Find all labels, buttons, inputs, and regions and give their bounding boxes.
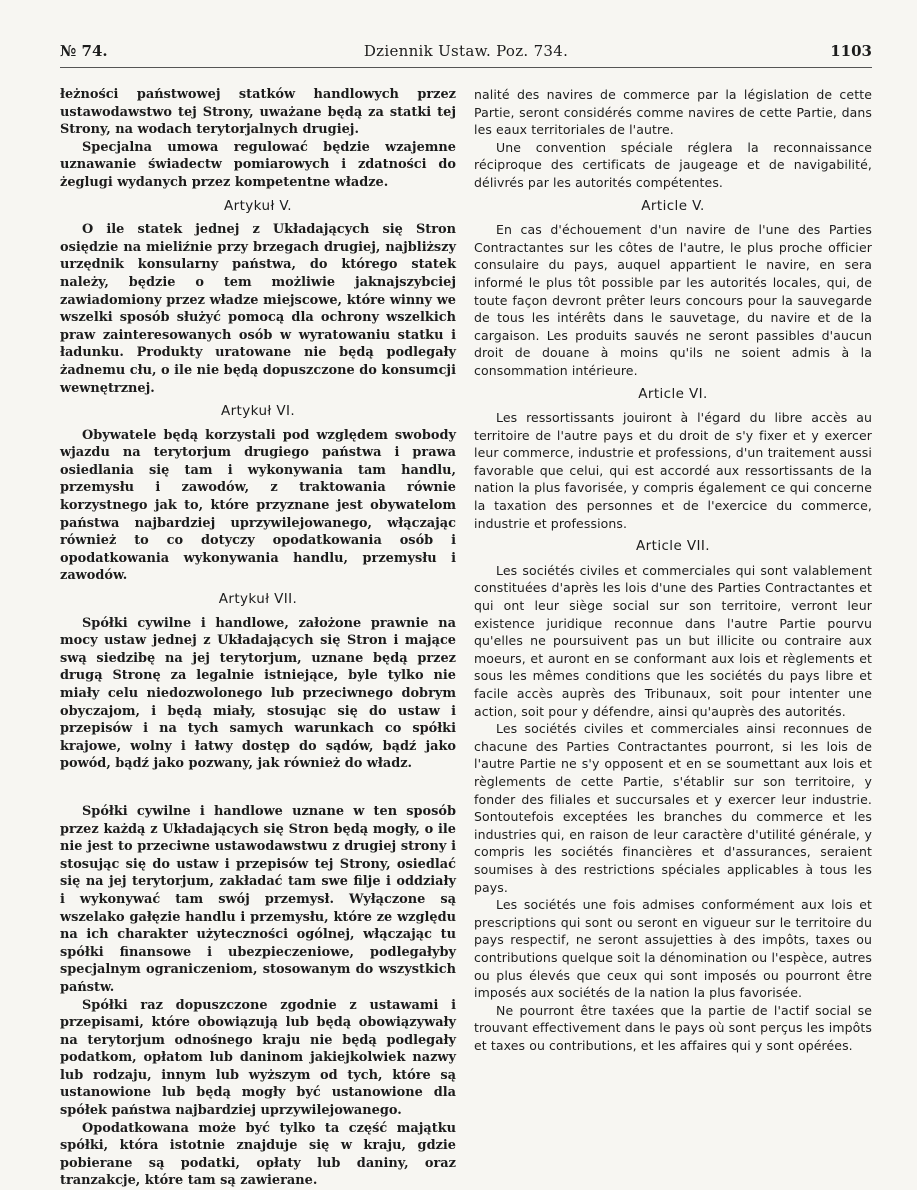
paragraph: Une convention spéciale réglera la reconnaissance réciproque des certificats de jaugeage et de navigabilité, délivrés par les autorités compétentes.: [474, 139, 872, 190]
header-rule: [60, 67, 872, 68]
paragraph: Les ressortissants jouiront à l'égard du libre accès au territoire de l'autre pays et du droit de s'y fixer et y exercer leur commerce, industrie et professions, d'un traitement aussi favorable que celui, qui est accordé aux ressortissants de la nation la plus favorisée, y compris également ce qui concerne la taxation des personnes et de l'exercice du commerce, industrie et professions.: [474, 410, 872, 531]
article-heading: Artykuł VII.: [218, 591, 298, 608]
paragraph: łeżności państwowej statków handlowych przez ustawodawstwo tej Strony, uważane będą za statki tej Strony, na wodach terytorjalnych drugiej.: [60, 87, 456, 138]
paragraph: Specjalna umowa regulować będzie wzajemne uznawanie świadectw pomiarowych i zdatności do żeglugi wydanych przez kompetentne władze.: [60, 139, 456, 190]
article-heading: Artykuł VI.: [220, 403, 296, 420]
article-heading: Artykuł V.: [224, 197, 292, 214]
page-number: 1103: [830, 42, 872, 60]
paragraph: En cas d'échouement d'un navire de l'une des Parties Contractantes sur les côtes de l'autre, le plus proche officier consulaire du pays, auquel appartient le navire, en sera informé le plus tôt possible par les autorités locales, qui, de toute façon devront prêter leurs concours pour la sauvegarde de tous les intérêts dans le sauvetage, du navire et de la cargaison. Les produits sauvés ne seront passibles d'aucun droit de douane à moins qu'ils ne soient admis à la consommation intérieure.: [474, 222, 872, 378]
article-heading: Article V.: [641, 197, 705, 214]
article-heading: Article VII.: [636, 538, 710, 555]
paragraph: Les sociétés une fois admises conformément aux lois et prescriptions qui sont ou seront en vigueur sur le territoire du pays respectif, ne seront assujetties à des impôts, taxes ou contributions quelque soit la dénomination ou l'espèce, autres ou plus élevés que ceux qui sont imposés ou pourront être imposés aux sociétés de la nation la plus favorisée.: [474, 897, 872, 1001]
page-header: [60, 42, 872, 66]
paragraph: Spółki raz dopuszczone zgodnie z ustawami i przepisami, które obowiązują lub będą obowiązywały na terytorjum odnośnego kraju nie będą podlegały podatkom, opłatom lub daninom jakiejkolwiek nazwy lub rodzaju, innym lub wyższym od tych, które są ustanowione lub będą mogły być ustanowione dla spółek państwa najbardziej uprzywilejowanego.: [60, 997, 456, 1119]
paragraph: Les sociétés civiles et commerciales ainsi reconnues de chacune des Parties Contractantes pourront, si les lois de l'autre Partie ne s'y opposent et en se soumettant aux lois et règlements de cette Partie, s'établir sur son territoire, y fonder des filiales et succursales et y exercer leur industrie. Sontoutefois exceptées les branches du commerce et les industries qui, en raison de leur caractère d'utilité générale, y compris les sociétés financières et d'assurances, seraient soumises à des restrictions spéciales applicables à tous les pays.: [474, 721, 872, 895]
article-heading: Article VI.: [638, 385, 708, 402]
paragraph: O ile statek jednej z Układających się Stron osiędzie na mieliźnie przy brzegach drugiej, najbliższy urzędnik konsularny państwa, do którego statek należy, będzie o tem możliwie jaknajszybciej zawiadomiony przez władze miejscowe, które winny we wszelki sposób służyć pomocą dla ochrony wszelkich praw zainteresowanych osób w wyratowaniu statku i ładunku. Produkty uratowane nie będą podlegały żadnemu cłu, o ile nie będą dopuszczone do konsumcji wewnętrznej.: [60, 222, 456, 396]
paragraph: Ne pourront être taxées que la partie de l'actif social se trouvant effectivement dans le pays où sont perçus les impôts et taxes ou contributions, et les affaires qui y sont opérées.: [474, 1002, 872, 1053]
french-column: [474, 86, 872, 1054]
paragraph: Spółki cywilne i handlowe uznane w ten sposób przez każdą z Układających się Stron będą mogły, o ile nie jest to przeciwne ustawodawstwu z drugiej strony i stosując się do ustaw i przepisów tej Strony, osiedlać się na jej terytorjum, zakładać tam swe filje i oddziały i wykonywać tam swój przemysł. Wyłączone są wszelako gałęzie handlu i przemysłu, które ze względu na ich charakter użyteczności ogólnej, włączając tu spółki finansowe i ubezpieczeniowe, podlegałyby specjalnym ograniczeniom, stosowanym do wszystkich państw.: [60, 803, 456, 995]
paragraph: Les sociétés civiles et commerciales qui sont valablement constituées d'après les lois d'une des Parties Contractantes et qui ont leur siège social sur son territoire, verront leur existence juridique reconnue dans l'autre Partie pourvu qu'elles ne poursuivent pas un but illicite ou contraire aux moeurs, et auront en se conformant aux lois et règlements et sous les mêmes conditions que les sociétés du pays libre et facile accès auprès des Tribunaux, soit pour intenter une action, soit pour y défendre, ainsi qu'auprès des autorités.: [474, 562, 872, 719]
journal-title: Dziennik Ustaw. Poz. 734.: [363, 42, 569, 60]
paragraph: Spółki cywilne i handlowe, założone prawnie na mocy ustaw jednej z Układających się Stron i mające swą siedzibę na jej terytorjum, uznane będą przez drugą Stronę za legalnie istniejące, byle tylko nie miały celu niedozwolonego lub przeciwnego dobrym obyczajom, i będą miały, stosując się do ustaw i przepisów i na tych samych warunkach co spółki krajowe, wolny i łatwy dostęp do sądów, bądź jako powód, bądź jako pozwany, jak również do władz.: [60, 615, 456, 772]
polish-column: [60, 86, 456, 1190]
paragraph: nalité des navires de commerce par la législation de cette Partie, seront considérés comme navires de cette Partie, dans les eaux territoriales de l'autre.: [474, 87, 872, 138]
issue-number: № 74.: [60, 42, 108, 60]
paragraph: Obywatele będą korzystali pod względem swobody wjazdu na terytorjum drugiego państwa i prawa osiedlania się tam i wykonywania tam handlu, przemysłu i zawodów, z traktowania równie korzystnego jak to, które przyznane jest obywatelom państwa najbardziej uprzywilejowanego, włączając również to co dotyczy opodatkowania osób i opodatkowania wykonywania handlu, przemysłu i zawodów.: [60, 427, 456, 584]
paragraph: Opodatkowana może być tylko ta część majątku spółki, która istotnie znajduje się w kraju, gdzie pobierane są podatki, opłaty lub daniny, oraz tranzakcje, które tam są zawierane.: [60, 1120, 456, 1189]
